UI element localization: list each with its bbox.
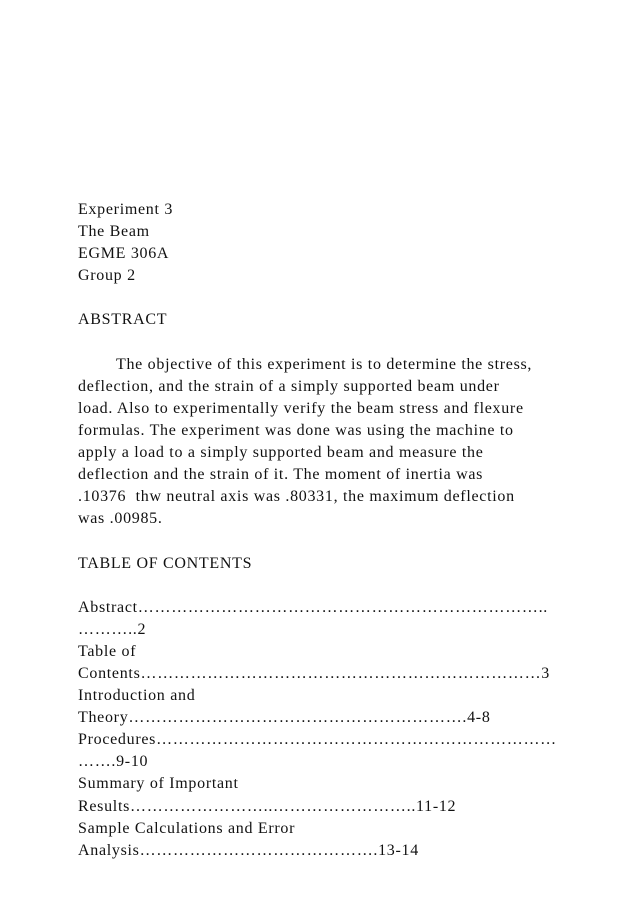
toc-entry: Theory…………………………………………………….4-8 — [78, 709, 491, 727]
spacer — [78, 530, 618, 552]
group-number: Group 2 — [78, 267, 136, 285]
spacer — [78, 575, 618, 597]
abstract-line: .10376 thw neutral axis was .80331, the maximum deflection — [78, 488, 515, 506]
toc-entry: Introduction and — [78, 687, 196, 705]
abstract-line: load. Also to experimentally verify the beam stress and flexure — [78, 399, 524, 417]
toc-entry: Table of — [78, 642, 137, 660]
toc-entry: Analysis…………………………………….13-14 — [78, 841, 419, 859]
experiment-title: The Beam — [78, 223, 150, 241]
title-block — [78, 199, 618, 287]
table-of-contents — [78, 597, 618, 862]
abstract-line: deflection, and the strain of a simply supported beam under — [78, 377, 500, 395]
abstract-paragraph — [78, 354, 618, 531]
toc-entry: Abstract……………………………………………………………….. — [78, 598, 549, 616]
experiment-number: Experiment 3 — [78, 201, 174, 218]
toc-entry: ………..2 — [78, 620, 147, 638]
toc-entry: …….9-10 — [78, 753, 149, 771]
abstract-line: was .00985. — [78, 510, 163, 528]
toc-entry: Procedures……………………………………………………………… — [78, 731, 557, 749]
toc-entry: Results……………………..……………………..11-12 — [78, 797, 457, 815]
abstract-line: deflection and the strain of it. The moment of inertia was — [78, 466, 484, 484]
toc-entry: Sample Calculations and Error — [78, 819, 296, 837]
toc-entry: Contents………………………………………………………………3 — [78, 664, 550, 682]
toc-heading: TABLE OF CONTENTS — [78, 554, 253, 572]
abstract-line: formulas. The experiment was done was using the machine to — [78, 421, 514, 439]
document-body — [78, 199, 618, 862]
spacer — [78, 287, 618, 309]
spacer — [78, 332, 618, 354]
abstract-line: apply a load to a simply supported beam and measure the — [78, 444, 484, 462]
abstract-heading: ABSTRACT — [78, 311, 168, 329]
course-code: EGME 306A — [78, 245, 170, 263]
toc-entry: Summary of Important — [78, 775, 239, 793]
abstract-line: The objective of this experiment is to determine the stress, — [116, 355, 533, 373]
